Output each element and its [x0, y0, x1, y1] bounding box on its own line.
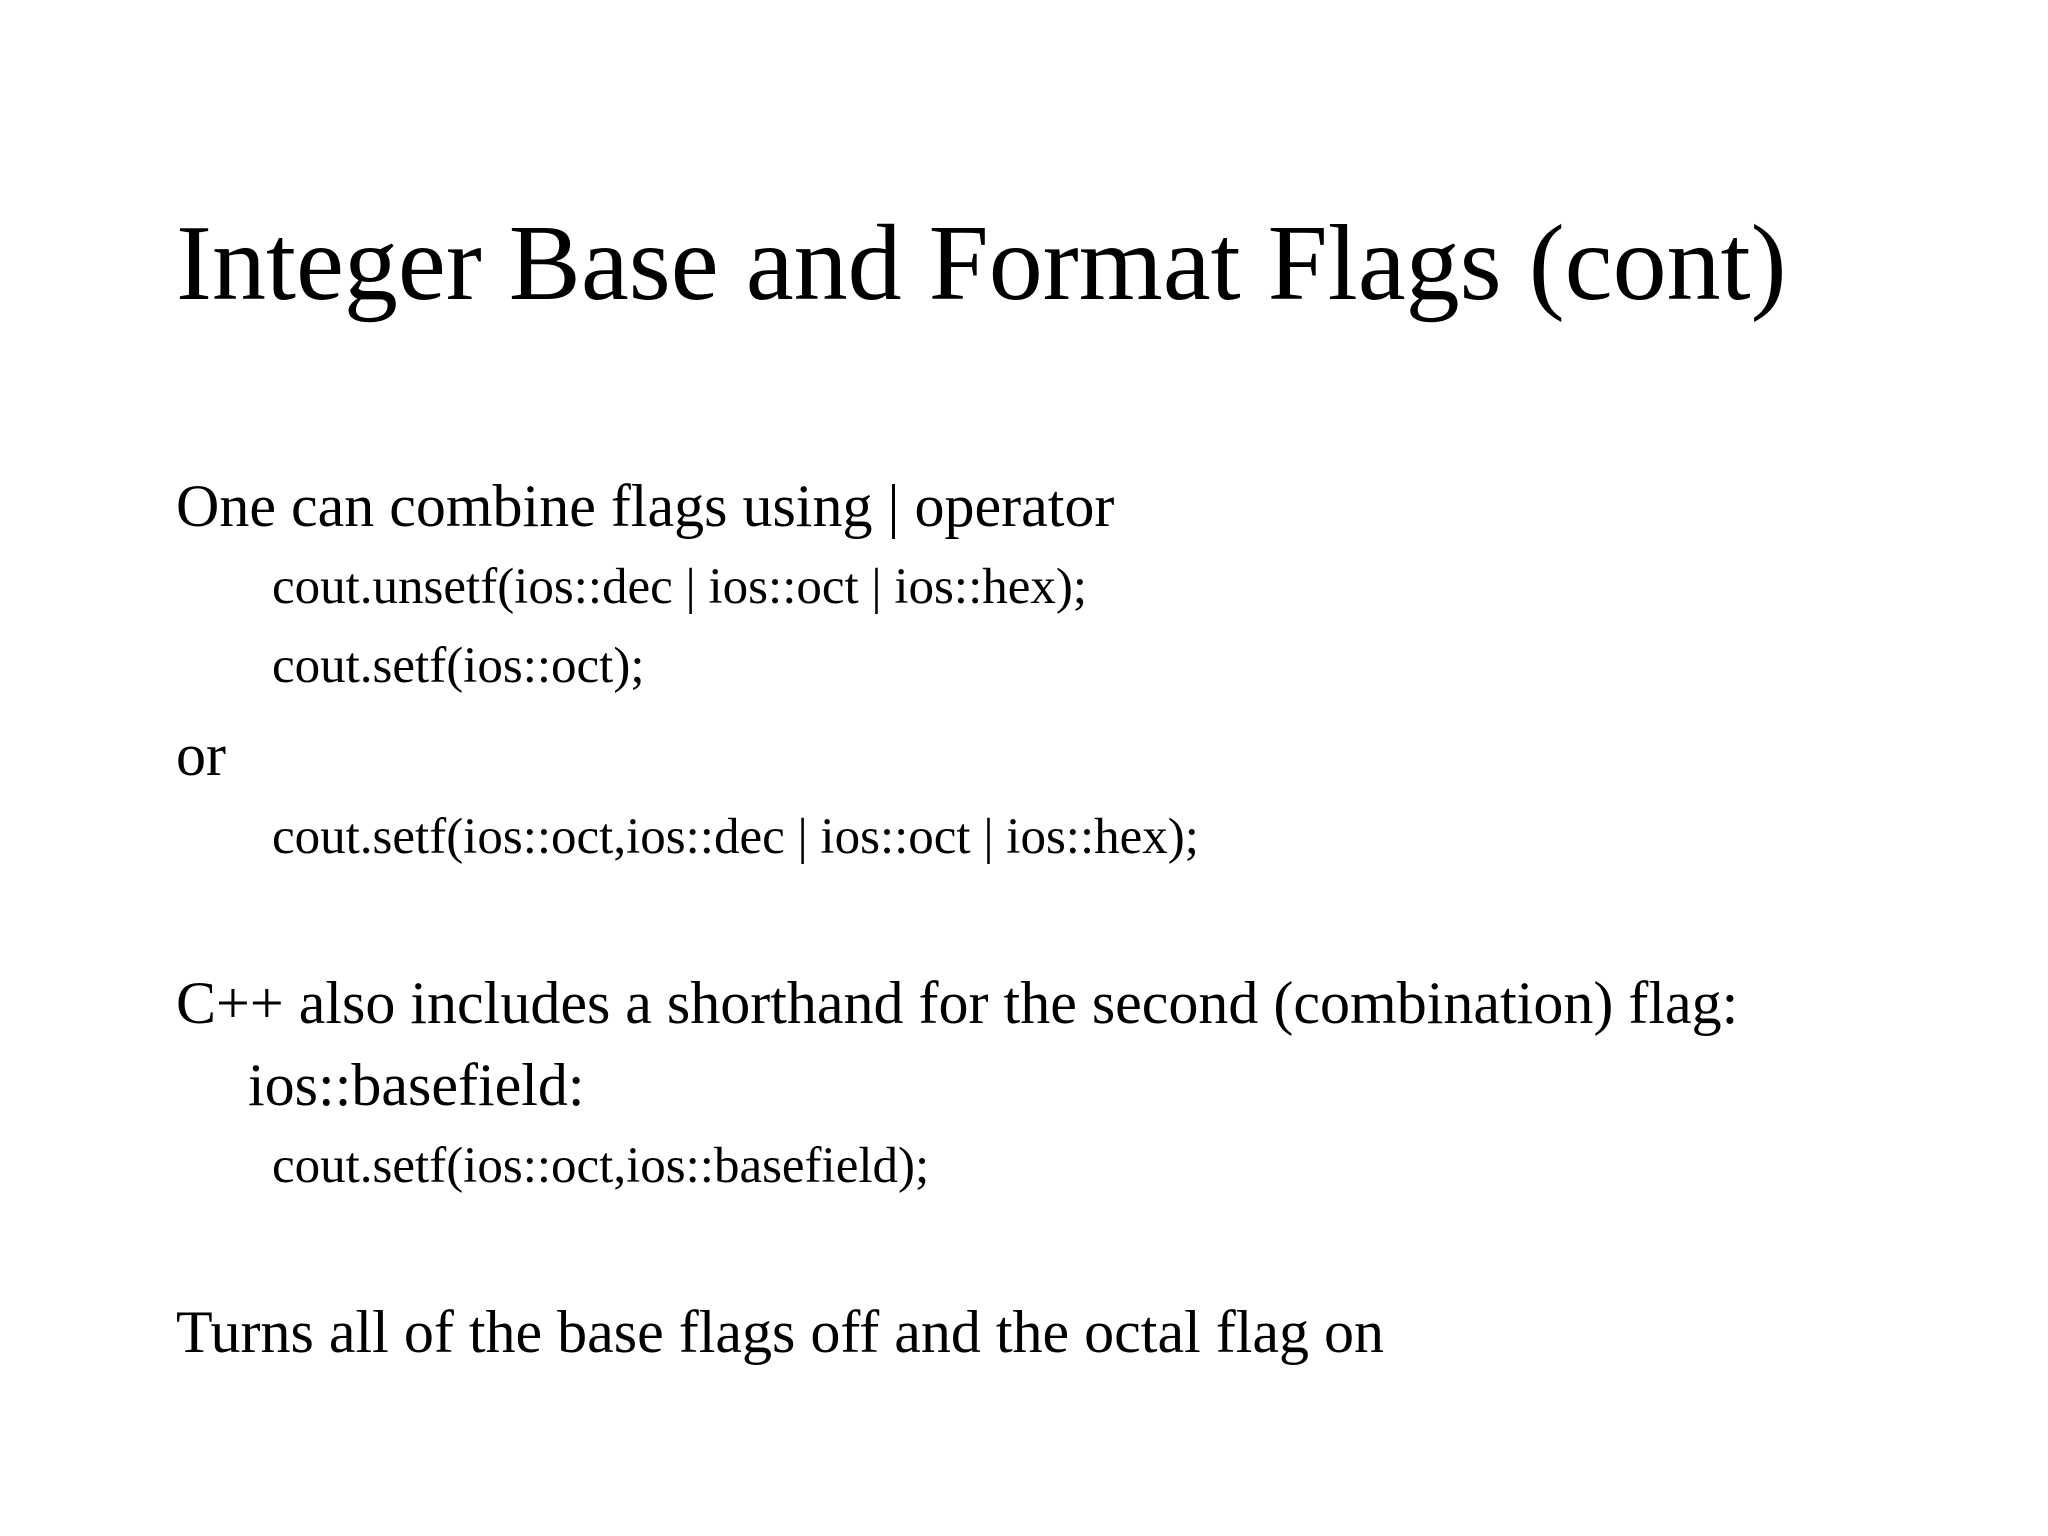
bullet-shorthand: C++ also includes a shorthand for the second (combination) flag:	[176, 970, 1739, 1036]
code-setf-basefield: cout.setf(ios::oct,ios::basefield);	[272, 1138, 930, 1194]
bullet-combine-flags: One can combine flags using | operator	[176, 473, 1115, 539]
code-unsetf: cout.unsetf(ios::dec | ios::oct | ios::hex);	[272, 559, 1088, 615]
bullet-shorthand-continued: ios::basefield:	[248, 1052, 585, 1118]
code-setf-oct-mask: cout.setf(ios::oct,ios::dec | ios::oct | ios::hex);	[272, 809, 1199, 865]
slide-title: Integer Base and Format Flags (cont)	[176, 204, 1787, 323]
bullet-turns-off: Turns all of the base flags off and the octal flag on	[176, 1299, 1385, 1365]
code-setf-oct: cout.setf(ios::oct);	[272, 638, 645, 694]
bullet-or: or	[176, 722, 226, 788]
